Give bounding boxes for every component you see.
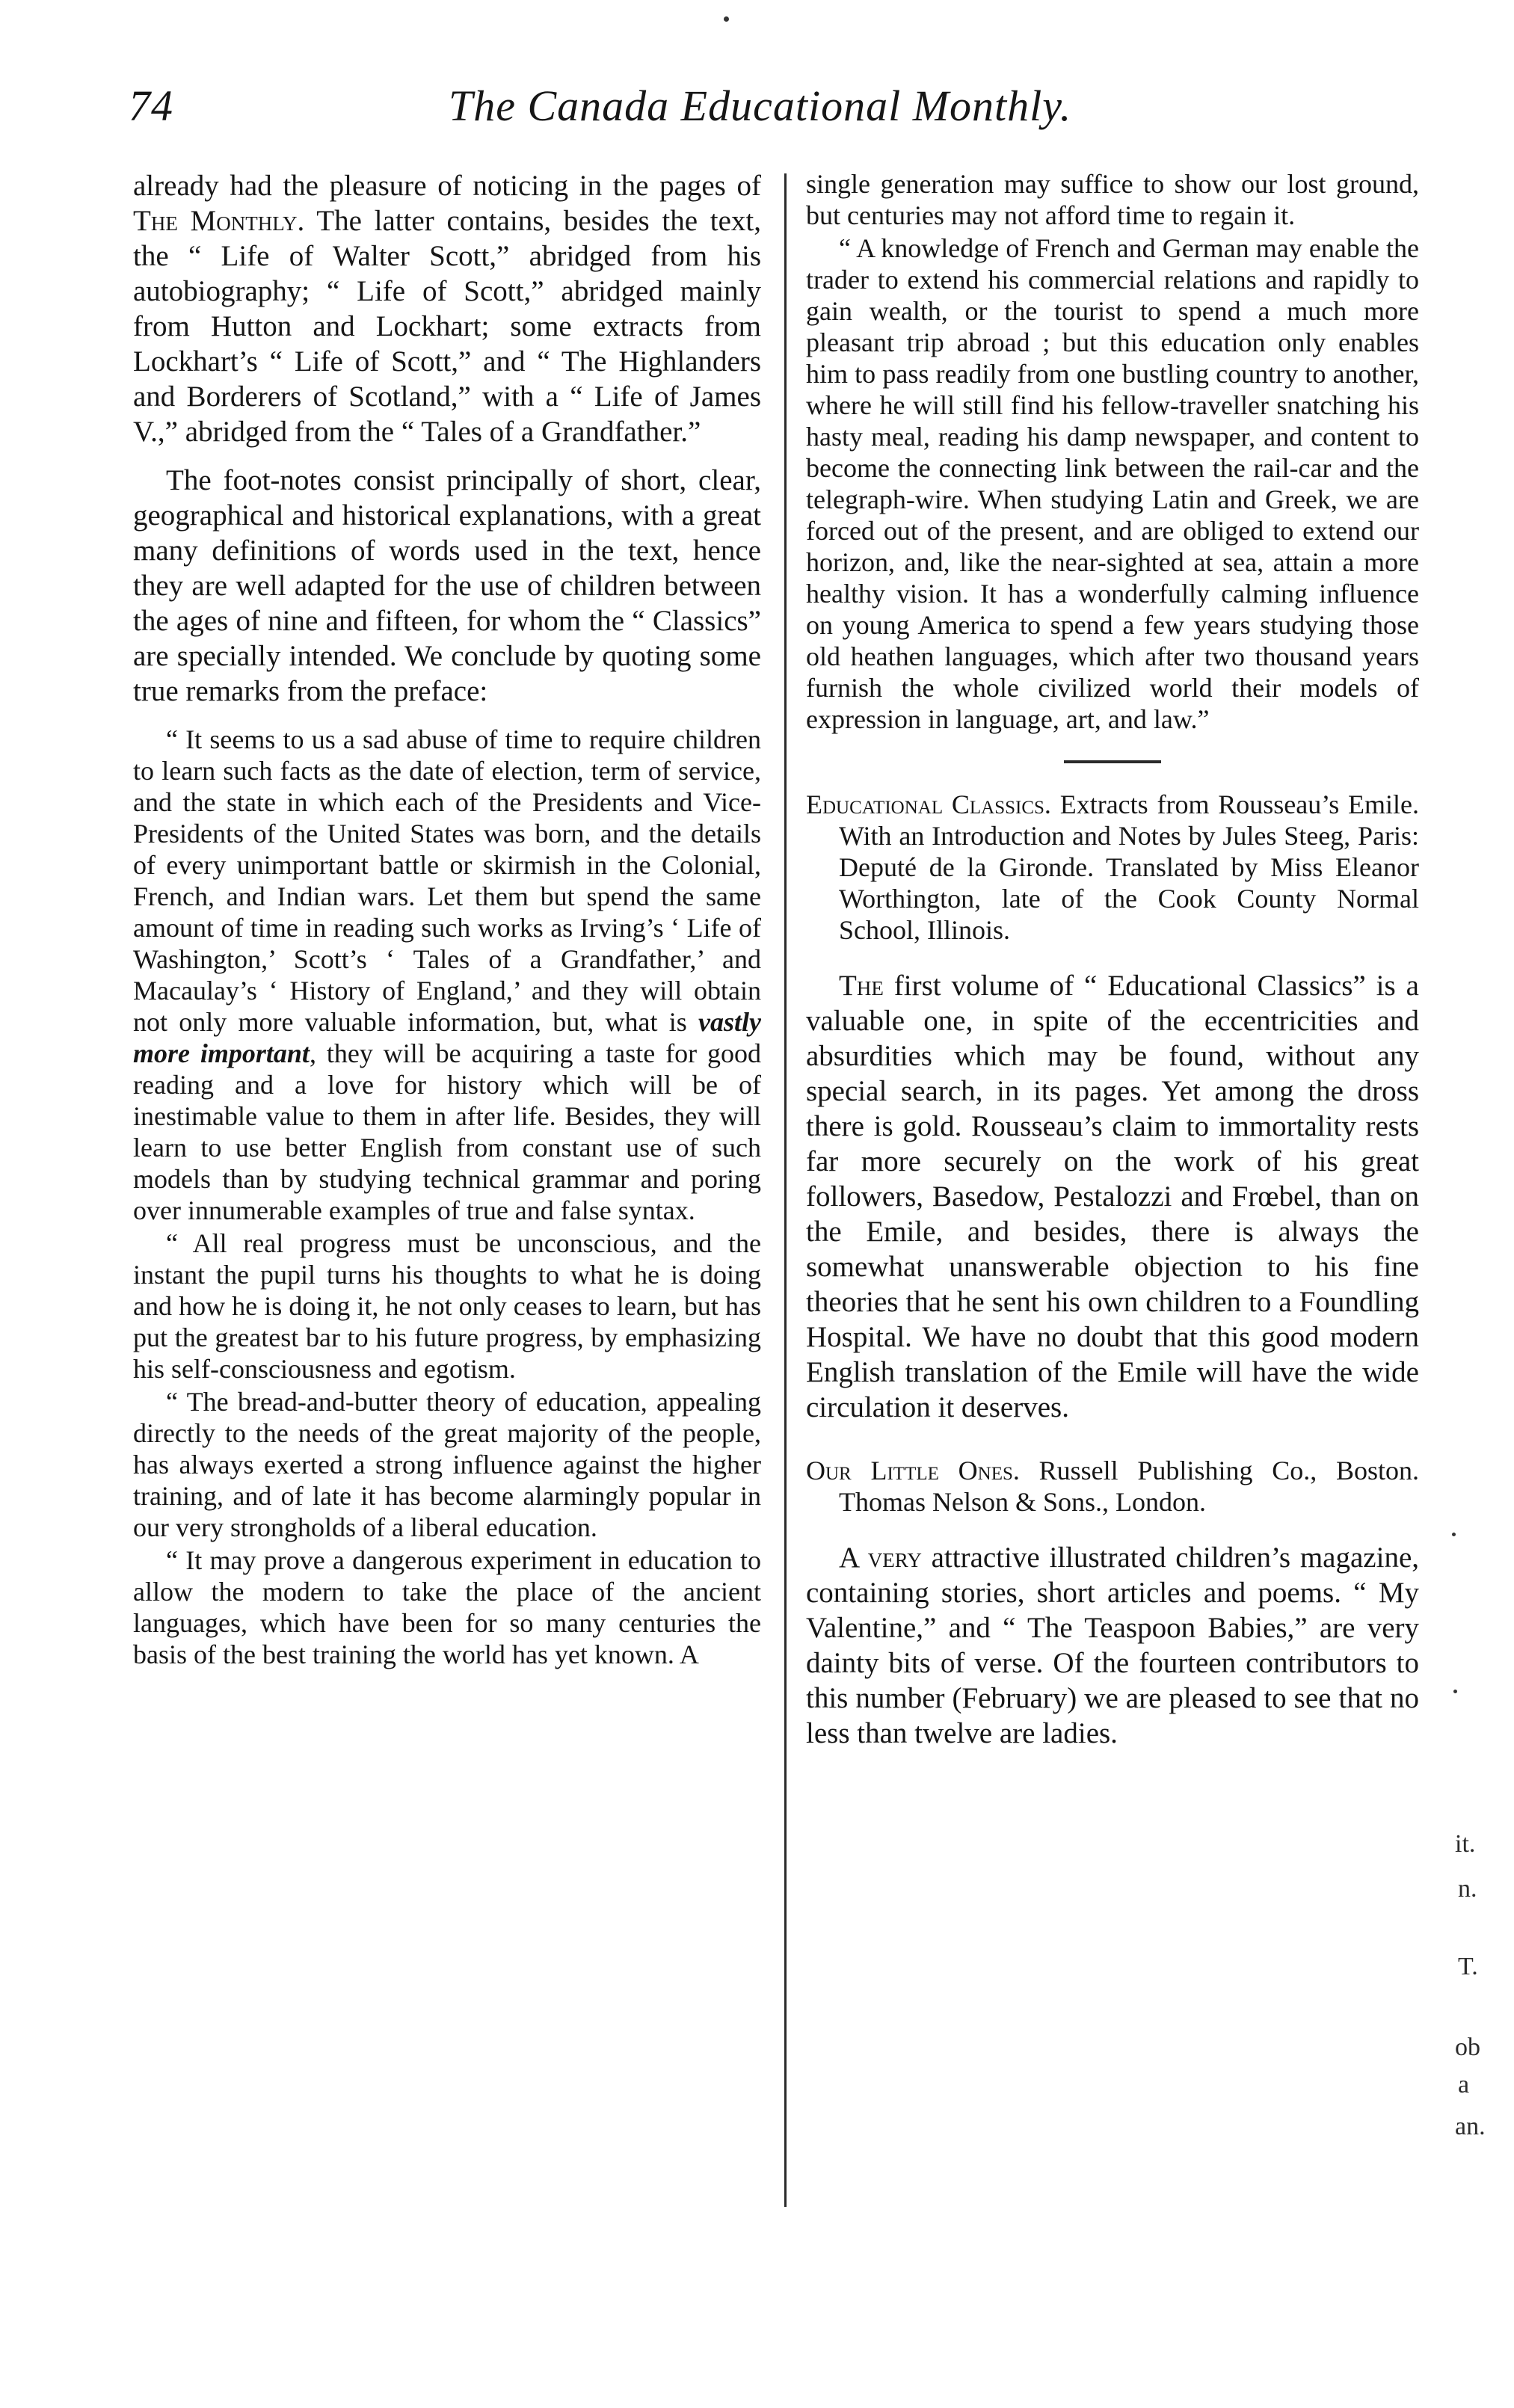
scan-speck xyxy=(724,16,729,22)
text-run: first volume of “ Educational Classics” is a valuable one, in spite of the eccentricities and absurdities which may be found, without any special search, in its pages. Yet among the dross there is gold. Rousseau’s claim to immortality rests far more securely on the work of his great followers, Basedow, Pestalozzi and Frœbel, than on the Emile, and besides, there is always the somewhat unanswerable objection to his fine theories that he sent his own children to a Foundling Hospital. We have no doubt that this good modern English translation of the Emile will have the wide circulation it deserves. xyxy=(806,970,1419,1423)
quote-paragraph: single generation may suffice to show our lost ground, but centuries may not afford time to regain it. xyxy=(806,169,1419,230)
right-column xyxy=(806,168,1419,1761)
text-run: . The latter contains, besides the text, the “ Life of Walter Scott,” abridged from his autobiography; “ Life of Scott,” abridged mainly from Hutton and Lockhart; some extracts from Lockhart’s “ Life of Scott,” and “ The Highlanders and Borderers of Scotland,” with a “ Life of James V.,” abridged from the “ Tales of a Grandfather.” xyxy=(133,205,761,448)
paragraph xyxy=(133,168,761,449)
review-details: Extracts from Rousseau’s Emile. With an Introduction and Notes by Jules Steeg, Paris: Deputé de la Gironde. Translated by Miss Eleanor Worthington, late of the Cook County Normal School, Illinois. xyxy=(839,789,1420,945)
paragraph: The foot-notes consist principally of short, clear, geographical and historical explanations, with a great many definitions of words used in the text, hence they are well adapted for the use of children between the ages of nine and fifteen, for whom the “ Classics” are specially intended. We conclude by quoting some true remarks from the preface: xyxy=(133,464,761,707)
review-body xyxy=(806,968,1419,1425)
review-details: Russell Publishing Co., Boston. Thomas Nelson & Sons., London. xyxy=(839,1456,1419,1517)
review-title: Our Little Ones. xyxy=(806,1456,1020,1485)
review-heading xyxy=(806,1455,1419,1518)
page-number: 74 xyxy=(129,81,173,130)
text-run: already had the pleasure of noticing in the pages of xyxy=(133,170,761,202)
review-title: Educational Classics. xyxy=(806,789,1051,819)
text-run: , they will be acquiring a taste for good reading and a love for history which will be of inestimable value to them in after life. Besides, they will learn to use better English from constant use of such models than by studying technical grammar and poring over innumerable examples of true and false syntax. xyxy=(133,1038,761,1225)
lead-words: The xyxy=(839,970,884,1002)
text-run: “ It seems to us a sad abuse of time to require children to learn such facts as the date of election, term of service, and the state in which each of the Presidents and Vice-Presidents of the United States was born, and the details of every unimportant battle or skirmish in the Colonial, French, and Indian wars. Let them but spend the same amount of time in reading such works as Irving’s ‘ Life of Washington,’ Scott’s ‘ Tales of a Grandfather,’ and Macaulay’s ‘ History of England,’ and they will obtain not only more valuable information, but, what is xyxy=(133,724,761,1037)
column-divider xyxy=(784,173,787,2207)
section-rule xyxy=(1064,760,1161,763)
margin-fragment: T. xyxy=(1458,1953,1478,1980)
lead-words: A very xyxy=(839,1542,922,1574)
quote-paragraph: “ A knowledge of French and German may enable the trader to extend his commercial relations and rapidly to gain wealth, or the tourist to spend a much more pleasant trip abroad ; but this education only enables him to pass readily from one bustling country to another, where he will still find his fellow-traveller snatching his hasty meal, reading his damp newspaper, and content to become the connecting link between the rail-car and the telegraph-wire. When studying Latin and Greek, we are forced out of the present, and are obliged to extend our horizon, and, like the near-sighted at sea, attain a more healthy vision. It has a wonderfully calming influence on young America to spend a few years studying those old heathen languages, which after two thousand years furnish the whole civilized world their models of expression in language, art, and law.” xyxy=(806,233,1419,734)
margin-fragment: an. xyxy=(1455,2113,1486,2140)
scan-speck xyxy=(1452,1533,1456,1536)
quote-paragraph: “ All real progress must be unconscious, and the instant the pupil turns his thoughts to what he is doing and how he is doing it, he not only ceases to learn, but has put the greatest bar to his future progress, by emphasizing his self-consciousness and egotism. xyxy=(133,1228,761,1384)
quote-paragraph: “ The bread-and-butter theory of education, appealing directly to the needs of the great majority of the people, has always exerted a strong influence against the higher training, and of late it has become alarmingly popular in our very strongholds of a liberal education. xyxy=(133,1387,761,1542)
review-body xyxy=(806,1540,1419,1751)
scan-speck xyxy=(1453,1690,1457,1693)
emphasis: vastly more important xyxy=(133,1007,761,1068)
review-heading xyxy=(806,789,1419,946)
text-run: attractive illustrated children’s magazine, containing stories, short articles and poems. “ My Valentine,” and “ The Teaspoon Babies,” are very dainty bits of verse. Of the fourteen contributors to this number (February) we are pleased to see that no less than twelve are ladies. xyxy=(806,1542,1419,1749)
quote-paragraph: “ It may prove a dangerous experiment in education to allow the modern to take the place of the ancient languages, which have been for so many centuries the basis of the best training the world has yet known. A xyxy=(133,1545,761,1669)
quote-paragraph xyxy=(133,724,761,1226)
margin-fragment: a xyxy=(1458,2071,1470,2098)
running-head: The Canada Educational Monthly. xyxy=(449,81,1072,130)
margin-fragment: ob xyxy=(1455,2033,1480,2061)
margin-fragment: it. xyxy=(1455,1830,1476,1858)
left-column xyxy=(133,168,761,1672)
margin-fragment: n. xyxy=(1458,1875,1477,1903)
journal-name: The Monthly xyxy=(133,205,298,237)
